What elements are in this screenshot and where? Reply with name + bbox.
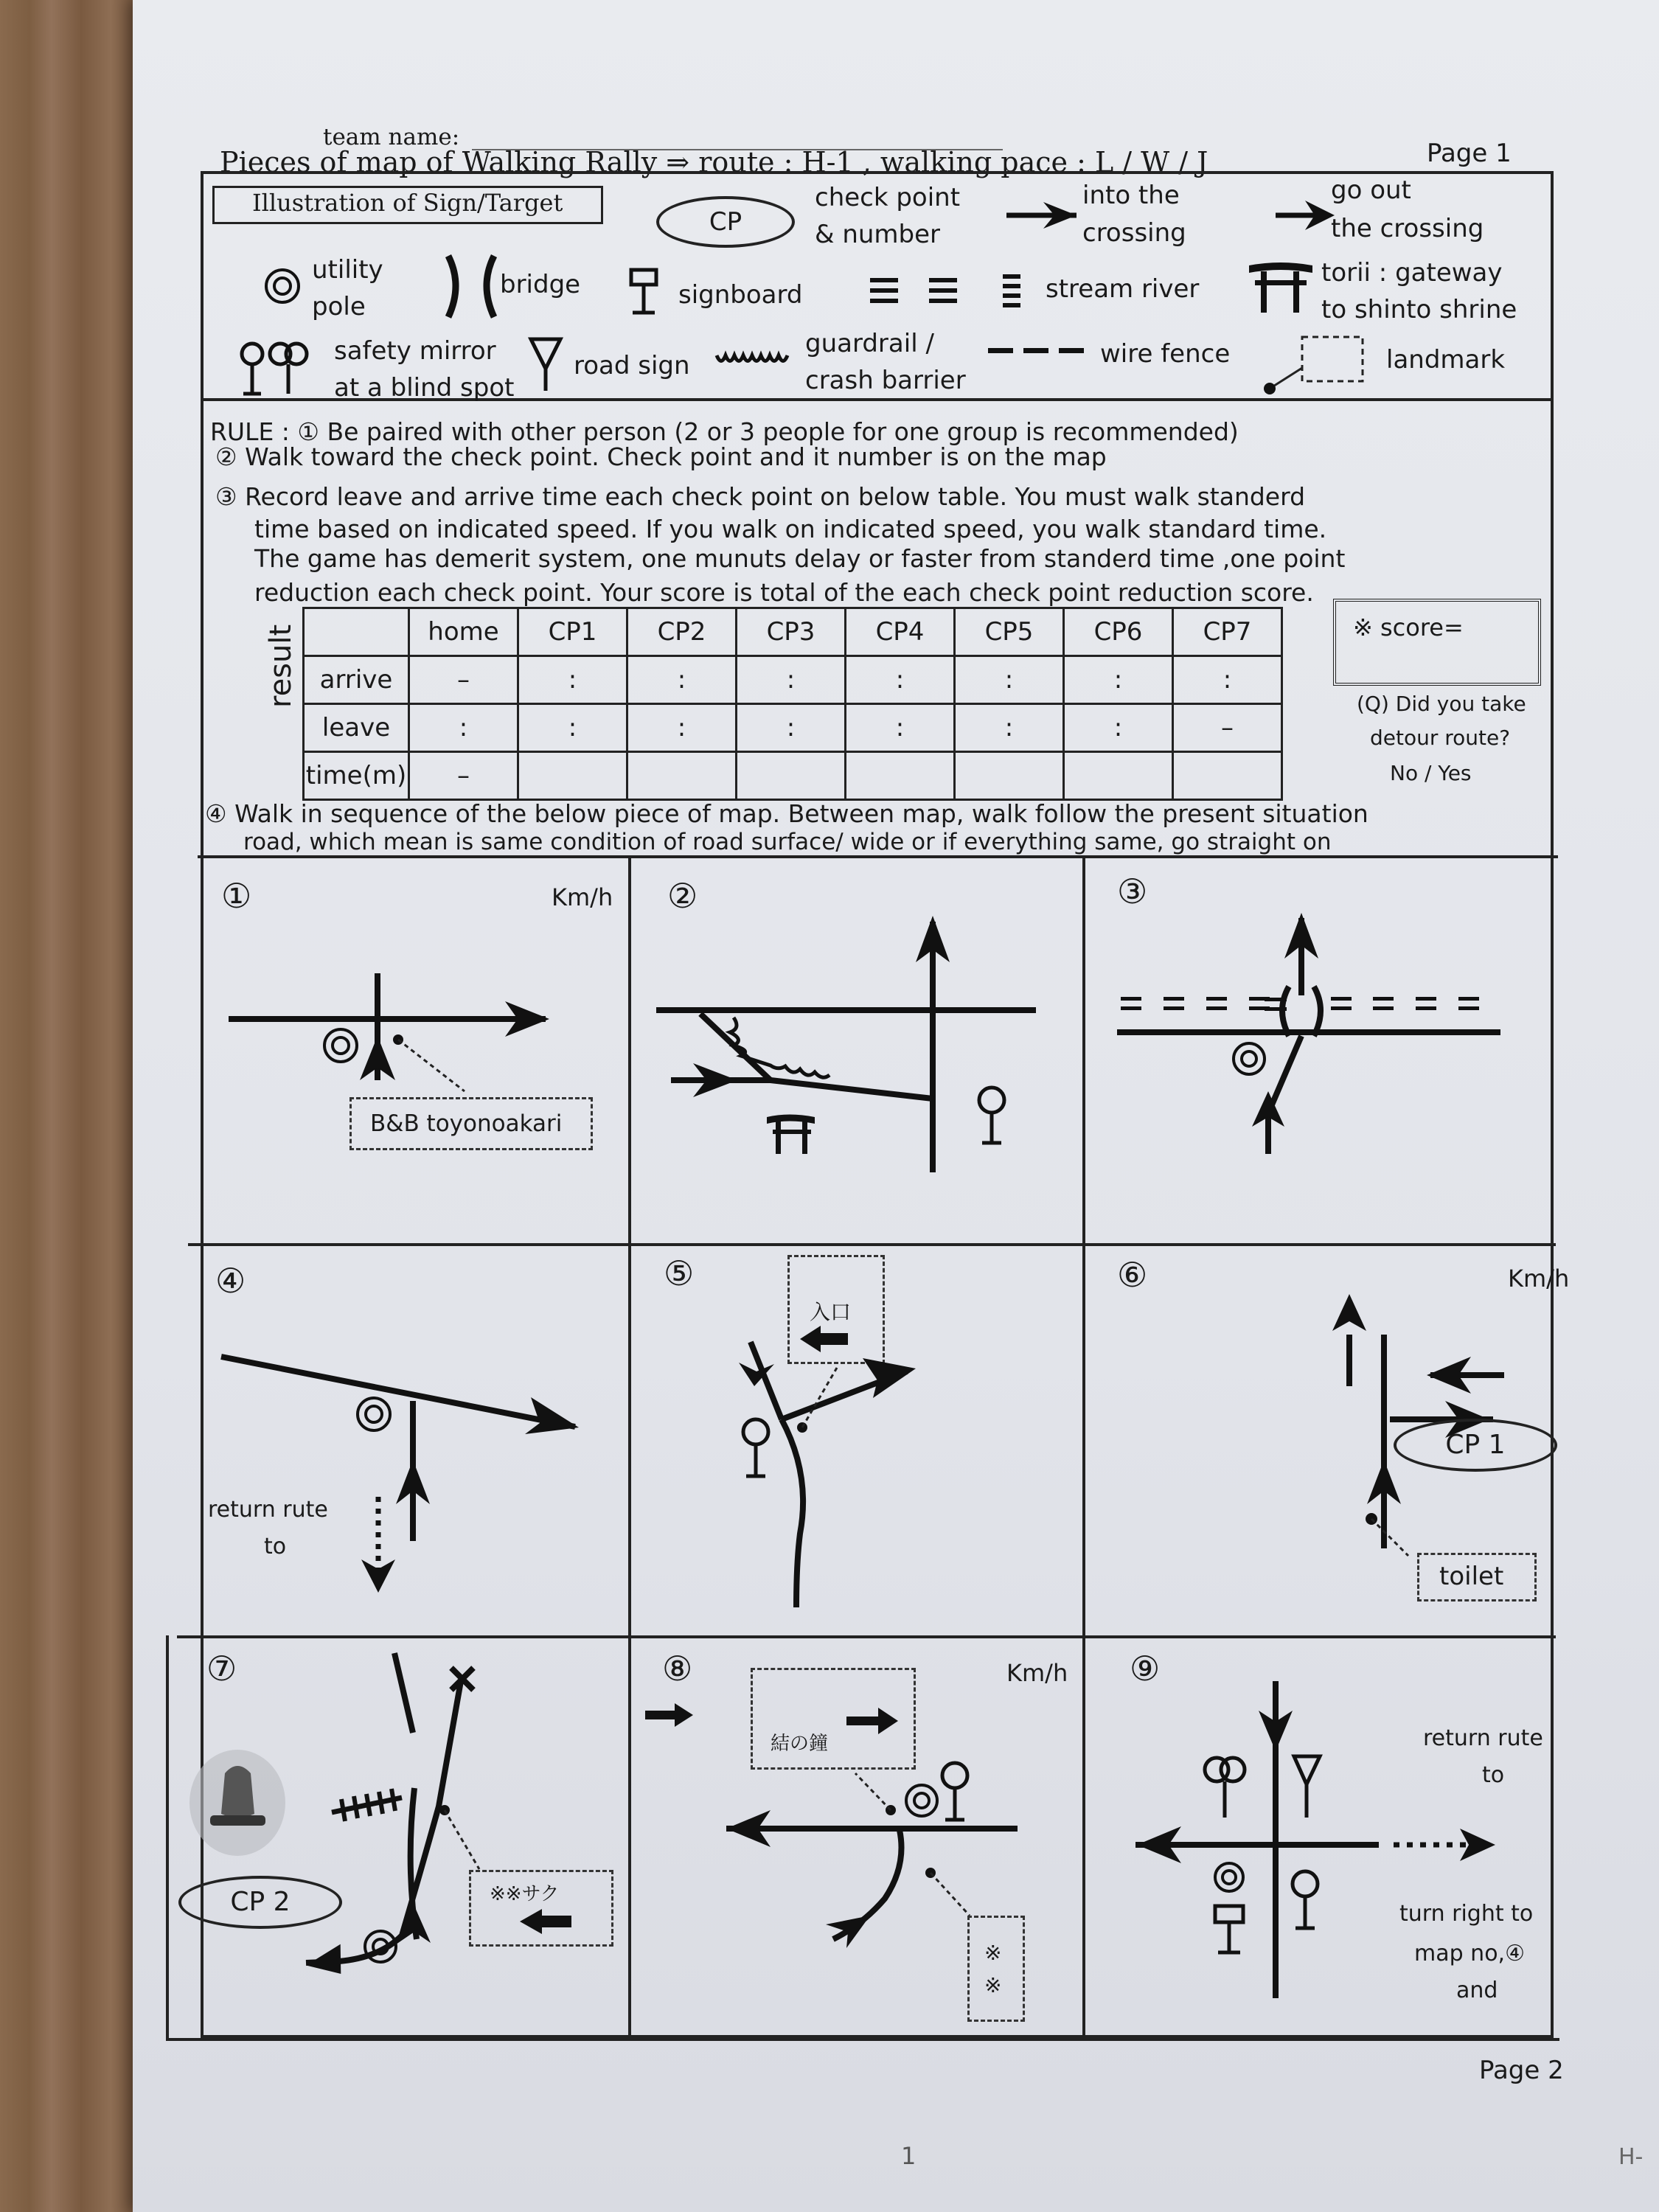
- safety-mirror-text-1: safety mirror: [334, 336, 496, 366]
- cp-badge-icon: CP: [656, 196, 795, 248]
- table-cell[interactable]: –: [409, 656, 518, 704]
- landmark-kome-1: ※: [984, 1941, 1002, 1965]
- utility-pole-text-2: pole: [312, 292, 366, 321]
- map-number-2: ②: [667, 876, 698, 916]
- safety-mirror-icon: [236, 339, 310, 398]
- map-9-return-text-2: to: [1482, 1762, 1505, 1788]
- bridge-icon: [442, 252, 501, 322]
- torii-icon: [767, 1115, 815, 1155]
- table-cell[interactable]: :: [955, 656, 1064, 704]
- guardrail-text-2: crash barrier: [805, 366, 966, 395]
- result-side-label: result: [264, 624, 298, 708]
- table-cell[interactable]: [846, 752, 955, 800]
- score-box[interactable]: [1333, 599, 1541, 686]
- detour-question-1: (Q) Did you take: [1357, 692, 1526, 716]
- map-row-separator-1: [188, 1243, 1556, 1246]
- table-cell[interactable]: [1064, 752, 1173, 800]
- landmark-icon: [1262, 335, 1366, 398]
- rule-4-line-2: road, which mean is same condition of road surface/ wide or if everything same, go straight on: [243, 829, 1332, 855]
- detour-question-2: detour route?: [1370, 726, 1511, 750]
- map-6-speed-label: Km/h: [1508, 1265, 1570, 1293]
- table-cell[interactable]: [737, 752, 846, 800]
- table-cell[interactable]: :: [627, 656, 737, 704]
- utility-pole-text-1: utility: [312, 255, 383, 285]
- torii-text-1: torii : gateway: [1321, 258, 1503, 288]
- map-4-diagram: [206, 1327, 619, 1607]
- into-crossing-text-1: into the: [1082, 181, 1180, 210]
- checkpoint-cp2-badge: CP 2: [178, 1876, 342, 1929]
- go-out-crossing-icon: [1272, 193, 1338, 237]
- cp-legend-text-1: check point: [815, 183, 961, 212]
- map-number-3: ③: [1117, 872, 1148, 911]
- map-4-return-text-2: to: [264, 1534, 287, 1559]
- rule-2: ② Walk toward the check point. Check point and it number is on the map: [215, 442, 1107, 471]
- table-cell[interactable]: :: [846, 704, 955, 752]
- table-cell[interactable]: [955, 752, 1064, 800]
- page-number-top: Page 1: [1427, 139, 1512, 168]
- into-crossing-text-2: crossing: [1082, 218, 1186, 248]
- map-9-return-text-1: return rute: [1423, 1725, 1543, 1751]
- table-header-home: home: [409, 608, 518, 656]
- bridge-text: bridge: [500, 270, 581, 299]
- map-9-turn-text-2: map no,④: [1414, 1941, 1525, 1966]
- map-number-4: ④: [215, 1261, 246, 1301]
- table-cell[interactable]: :: [737, 704, 846, 752]
- rule-3-line-4: reduction each check point. Your score is total of the each check point reduction score.: [254, 578, 1314, 607]
- into-crossing-icon: [1003, 193, 1084, 237]
- landmark-text: landmark: [1386, 345, 1506, 375]
- landmark-bb-text: B&B toyonoakari: [370, 1110, 563, 1137]
- table-header-cp7: CP7: [1173, 608, 1282, 656]
- guardrail-text-1: guardrail /: [805, 329, 934, 358]
- wire-fence-icon: [988, 344, 1091, 358]
- go-out-text-2: the crossing: [1331, 214, 1484, 243]
- table-header-cp6: CP6: [1064, 608, 1173, 656]
- map-row-separator-2: [177, 1635, 1556, 1638]
- landmark-iriguchi-text: 入口: [810, 1300, 852, 1324]
- landmark-kome-2: ※: [984, 1973, 1002, 1997]
- sheet-page-number: 1: [901, 2142, 917, 2170]
- table-cell[interactable]: [518, 752, 627, 800]
- table-header-cp2: CP2: [627, 608, 737, 656]
- rule-4: ④ Walk in sequence of the below piece of map. Between map, walk follow the present situation: [205, 799, 1368, 828]
- page-title: Pieces of map of Walking Rally ⇒ route : H-1 , walking pace : L / W / J: [220, 146, 1208, 178]
- team-name-label: team name:: [323, 124, 460, 150]
- table-header-cp5: CP5: [955, 608, 1064, 656]
- guardrail-icon: [715, 348, 789, 370]
- page-number-bottom: Page 2: [1479, 2056, 1564, 2085]
- stream-river-icon: [870, 274, 1040, 311]
- cp-legend-text-2: & number: [815, 220, 941, 249]
- rule-3: ③ Record leave and arrive time each check point on below table. You must walk standerd: [215, 482, 1306, 511]
- map-col-separator-2: [1082, 855, 1085, 2039]
- map-7-diagram: [184, 1644, 627, 2028]
- map-number-6: ⑥: [1117, 1255, 1148, 1295]
- signboard-text: signboard: [678, 280, 803, 310]
- map-col-separator-1: [628, 855, 631, 2039]
- map-1-speed-label: Km/h: [552, 883, 613, 911]
- map-9-turn-text-3: and: [1456, 1978, 1498, 2003]
- table-cell[interactable]: :: [518, 704, 627, 752]
- table-cell[interactable]: –: [409, 752, 518, 800]
- bell-icon: [189, 1750, 285, 1856]
- row-label-leave: leave: [304, 704, 409, 752]
- map-number-7: ⑦: [206, 1649, 237, 1688]
- table-cell[interactable]: :: [1064, 704, 1173, 752]
- map-2-diagram: [649, 900, 1062, 1180]
- wire-fence-text: wire fence: [1100, 339, 1231, 369]
- legend-heading: Illustration of Sign/Target: [252, 189, 563, 217]
- map-5-diagram: [649, 1253, 1062, 1622]
- row-label-arrive: arrive: [304, 656, 409, 704]
- rule-1: RULE : ① Be paired with other person (2 or 3 people for one group is recommended): [210, 417, 1239, 446]
- landmark-musubi-text: 結の鐘: [771, 1733, 829, 1755]
- paper-sheet: [133, 0, 1659, 2212]
- map-number-8: ⑧: [662, 1649, 693, 1688]
- table-cell[interactable]: –: [1173, 704, 1282, 752]
- torii-text-2: to shinto shrine: [1321, 295, 1517, 324]
- table-cell[interactable]: :: [1173, 656, 1282, 704]
- table-cell[interactable]: :: [1064, 656, 1173, 704]
- table-header-cp4: CP4: [846, 608, 955, 656]
- map-9-turn-text-1: turn right to: [1399, 1901, 1534, 1927]
- signboard-icon: [625, 267, 662, 319]
- landmark-toilet-text: toilet: [1439, 1562, 1504, 1591]
- go-out-text-1: go out: [1331, 175, 1411, 205]
- map-number-1: ①: [221, 876, 252, 916]
- map-3-diagram: [1091, 900, 1548, 1180]
- landmark-saku-text: ※※サク: [490, 1883, 560, 1905]
- score-label: ※ score=: [1353, 613, 1464, 641]
- torii-icon: [1248, 260, 1314, 315]
- row-label-time: time(m): [304, 752, 409, 800]
- table-header-blank: [304, 608, 409, 656]
- safety-mirror-text-2: at a blind spot: [334, 373, 515, 403]
- map-4-return-text-1: return rute: [208, 1497, 328, 1523]
- rule-3-line-2: time based on indicated speed. If you walk on indicated speed, you walk standard time.: [254, 515, 1327, 543]
- utility-pole-icon: [262, 265, 306, 310]
- map-8-speed-label: Km/h: [1006, 1659, 1068, 1687]
- table-cell[interactable]: :: [627, 704, 737, 752]
- table-cell[interactable]: :: [737, 656, 846, 704]
- map-8-diagram: [649, 1644, 1077, 2028]
- rule-3-line-3: The game has demerit system, one munuts delay or faster from standerd time ,one point: [254, 544, 1346, 573]
- saku-arrow-icon: [516, 1907, 575, 1936]
- map-left-edge: [166, 1635, 169, 2041]
- map-number-9: ⑨: [1130, 1649, 1161, 1688]
- stream-river-text: stream river: [1046, 274, 1200, 304]
- table-header-cp3: CP3: [737, 608, 846, 656]
- detour-answer-options[interactable]: No / Yes: [1390, 761, 1472, 785]
- table-cell[interactable]: :: [955, 704, 1064, 752]
- table-header-cp1: CP1: [518, 608, 627, 656]
- checkpoint-cp1-badge: CP 1: [1394, 1419, 1557, 1472]
- result-table: [302, 607, 1283, 801]
- table-cell[interactable]: :: [518, 656, 627, 704]
- map-bottom-border: [166, 2038, 1559, 2041]
- table-cell[interactable]: :: [846, 656, 955, 704]
- table-cell[interactable]: :: [409, 704, 518, 752]
- road-sign-text: road sign: [574, 351, 690, 380]
- road-sign-icon: [527, 335, 568, 394]
- corner-code: H-: [1618, 2144, 1644, 2170]
- map-number-5: ⑤: [664, 1253, 695, 1293]
- rules-separator: [198, 855, 1558, 858]
- table-cell[interactable]: [1173, 752, 1282, 800]
- table-cell[interactable]: [627, 752, 737, 800]
